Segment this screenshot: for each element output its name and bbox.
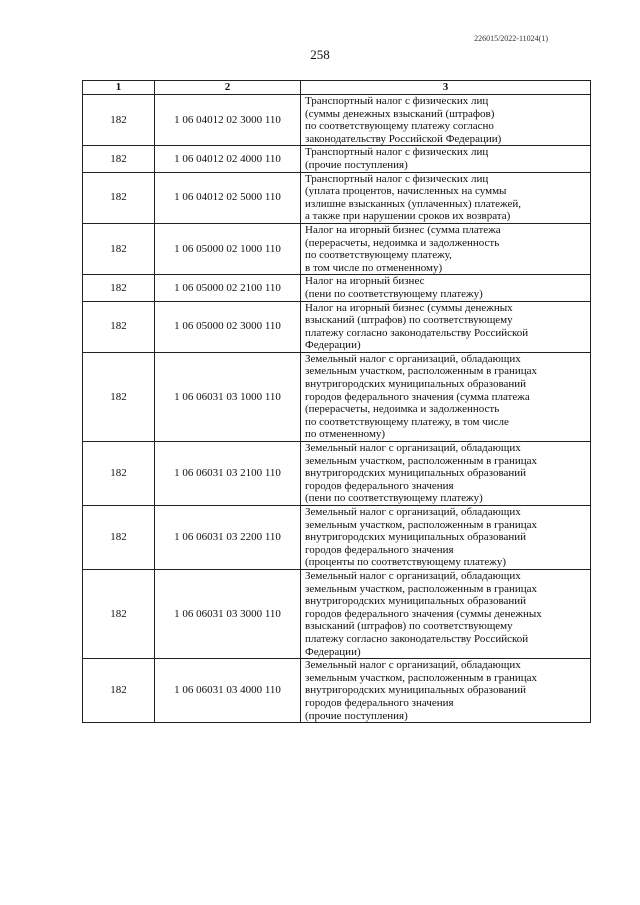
description-cell: Транспортный налог с физических лиц (уплата процентов, начисленных на суммы излишне взысканных (уплаченных) платежей, а также при нарушении сроков их возврата) [301,172,591,223]
admin-code-cell: 182 [83,506,155,570]
description-cell: Транспортный налог с физических лиц (суммы денежных взысканий (штрафов) по соответствующему платежу согласно законодательству Российской Федерации) [301,95,591,146]
budget-code-cell: 1 06 05000 02 1000 110 [155,223,301,274]
table-row [83,352,591,441]
description-cell: Земельный налог с организаций, обладающих земельным участком, расположенным в границах внутригородских муниципальных образований городов федерального значения (сумма платежа (перерасчеты, недоимка и задолженность по соответствующему платежу, в том числе по отмененному) [301,352,591,441]
table-body [83,95,591,723]
budget-code-cell: 1 06 06031 03 2100 110 [155,442,301,506]
column-header-3: 3 [301,81,591,95]
budget-code-cell: 1 06 04012 02 4000 110 [155,146,301,172]
revenue-codes-table [82,80,591,723]
admin-code-cell: 182 [83,95,155,146]
description-cell: Земельный налог с организаций, обладающих земельным участком, расположенным в границах внутригородских муниципальных образований городов федерального значения (прочие поступления) [301,659,591,723]
table-header [83,81,591,95]
table-row [83,172,591,223]
table-row [83,301,591,352]
budget-code-cell: 1 06 04012 02 5000 110 [155,172,301,223]
table-row [83,442,591,506]
budget-code-cell: 1 06 06031 03 1000 110 [155,352,301,441]
admin-code-cell: 182 [83,301,155,352]
budget-code-cell: 1 06 06031 03 2200 110 [155,506,301,570]
description-cell: Земельный налог с организаций, обладающих земельным участком, расположенным в границах внутригородских муниципальных образований городов федерального значения (проценты по соответствующему платежу) [301,506,591,570]
description-cell: Земельный налог с организаций, обладающих земельным участком, расположенным в границах внутригородских муниципальных образований городов федерального значения (пени по соответствующему платежу) [301,442,591,506]
admin-code-cell: 182 [83,275,155,301]
description-cell: Налог на игорный бизнес (сумма платежа (перерасчеты, недоимка и задолженность по соответствующему платежу, в том числе по отмененному) [301,223,591,274]
table-row [83,146,591,172]
table-row [83,569,591,658]
description-cell: Земельный налог с организаций, обладающих земельным участком, расположенным в границах внутригородских муниципальных образований городов федерального значения (суммы денежных взысканий (штрафов) по соответствующему платежу согласно законодательству Российской Федерации) [301,569,591,658]
document-id: 226015/2022-11024(1) [474,34,548,43]
table-row [83,659,591,723]
admin-code-cell: 182 [83,146,155,172]
admin-code-cell: 182 [83,442,155,506]
budget-code-cell: 1 06 05000 02 3000 110 [155,301,301,352]
description-cell: Налог на игорный бизнес (суммы денежных взысканий (штрафов) по соответствующему платежу согласно законодательству Российской Федерации) [301,301,591,352]
admin-code-cell: 182 [83,352,155,441]
admin-code-cell: 182 [83,172,155,223]
table-row [83,275,591,301]
table-row [83,223,591,274]
column-header-1: 1 [83,81,155,95]
budget-code-cell: 1 06 04012 02 3000 110 [155,95,301,146]
description-cell: Транспортный налог с физических лиц (прочие поступления) [301,146,591,172]
admin-code-cell: 182 [83,223,155,274]
column-header-2: 2 [155,81,301,95]
admin-code-cell: 182 [83,569,155,658]
header-row [83,81,591,95]
budget-code-cell: 1 06 06031 03 4000 110 [155,659,301,723]
page-number: 258 [310,47,330,62]
budget-code-cell: 1 06 06031 03 3000 110 [155,569,301,658]
table-row [83,95,591,146]
admin-code-cell: 182 [83,659,155,723]
description-cell: Налог на игорный бизнес (пени по соответствующему платежу) [301,275,591,301]
table-row [83,506,591,570]
budget-code-cell: 1 06 05000 02 2100 110 [155,275,301,301]
